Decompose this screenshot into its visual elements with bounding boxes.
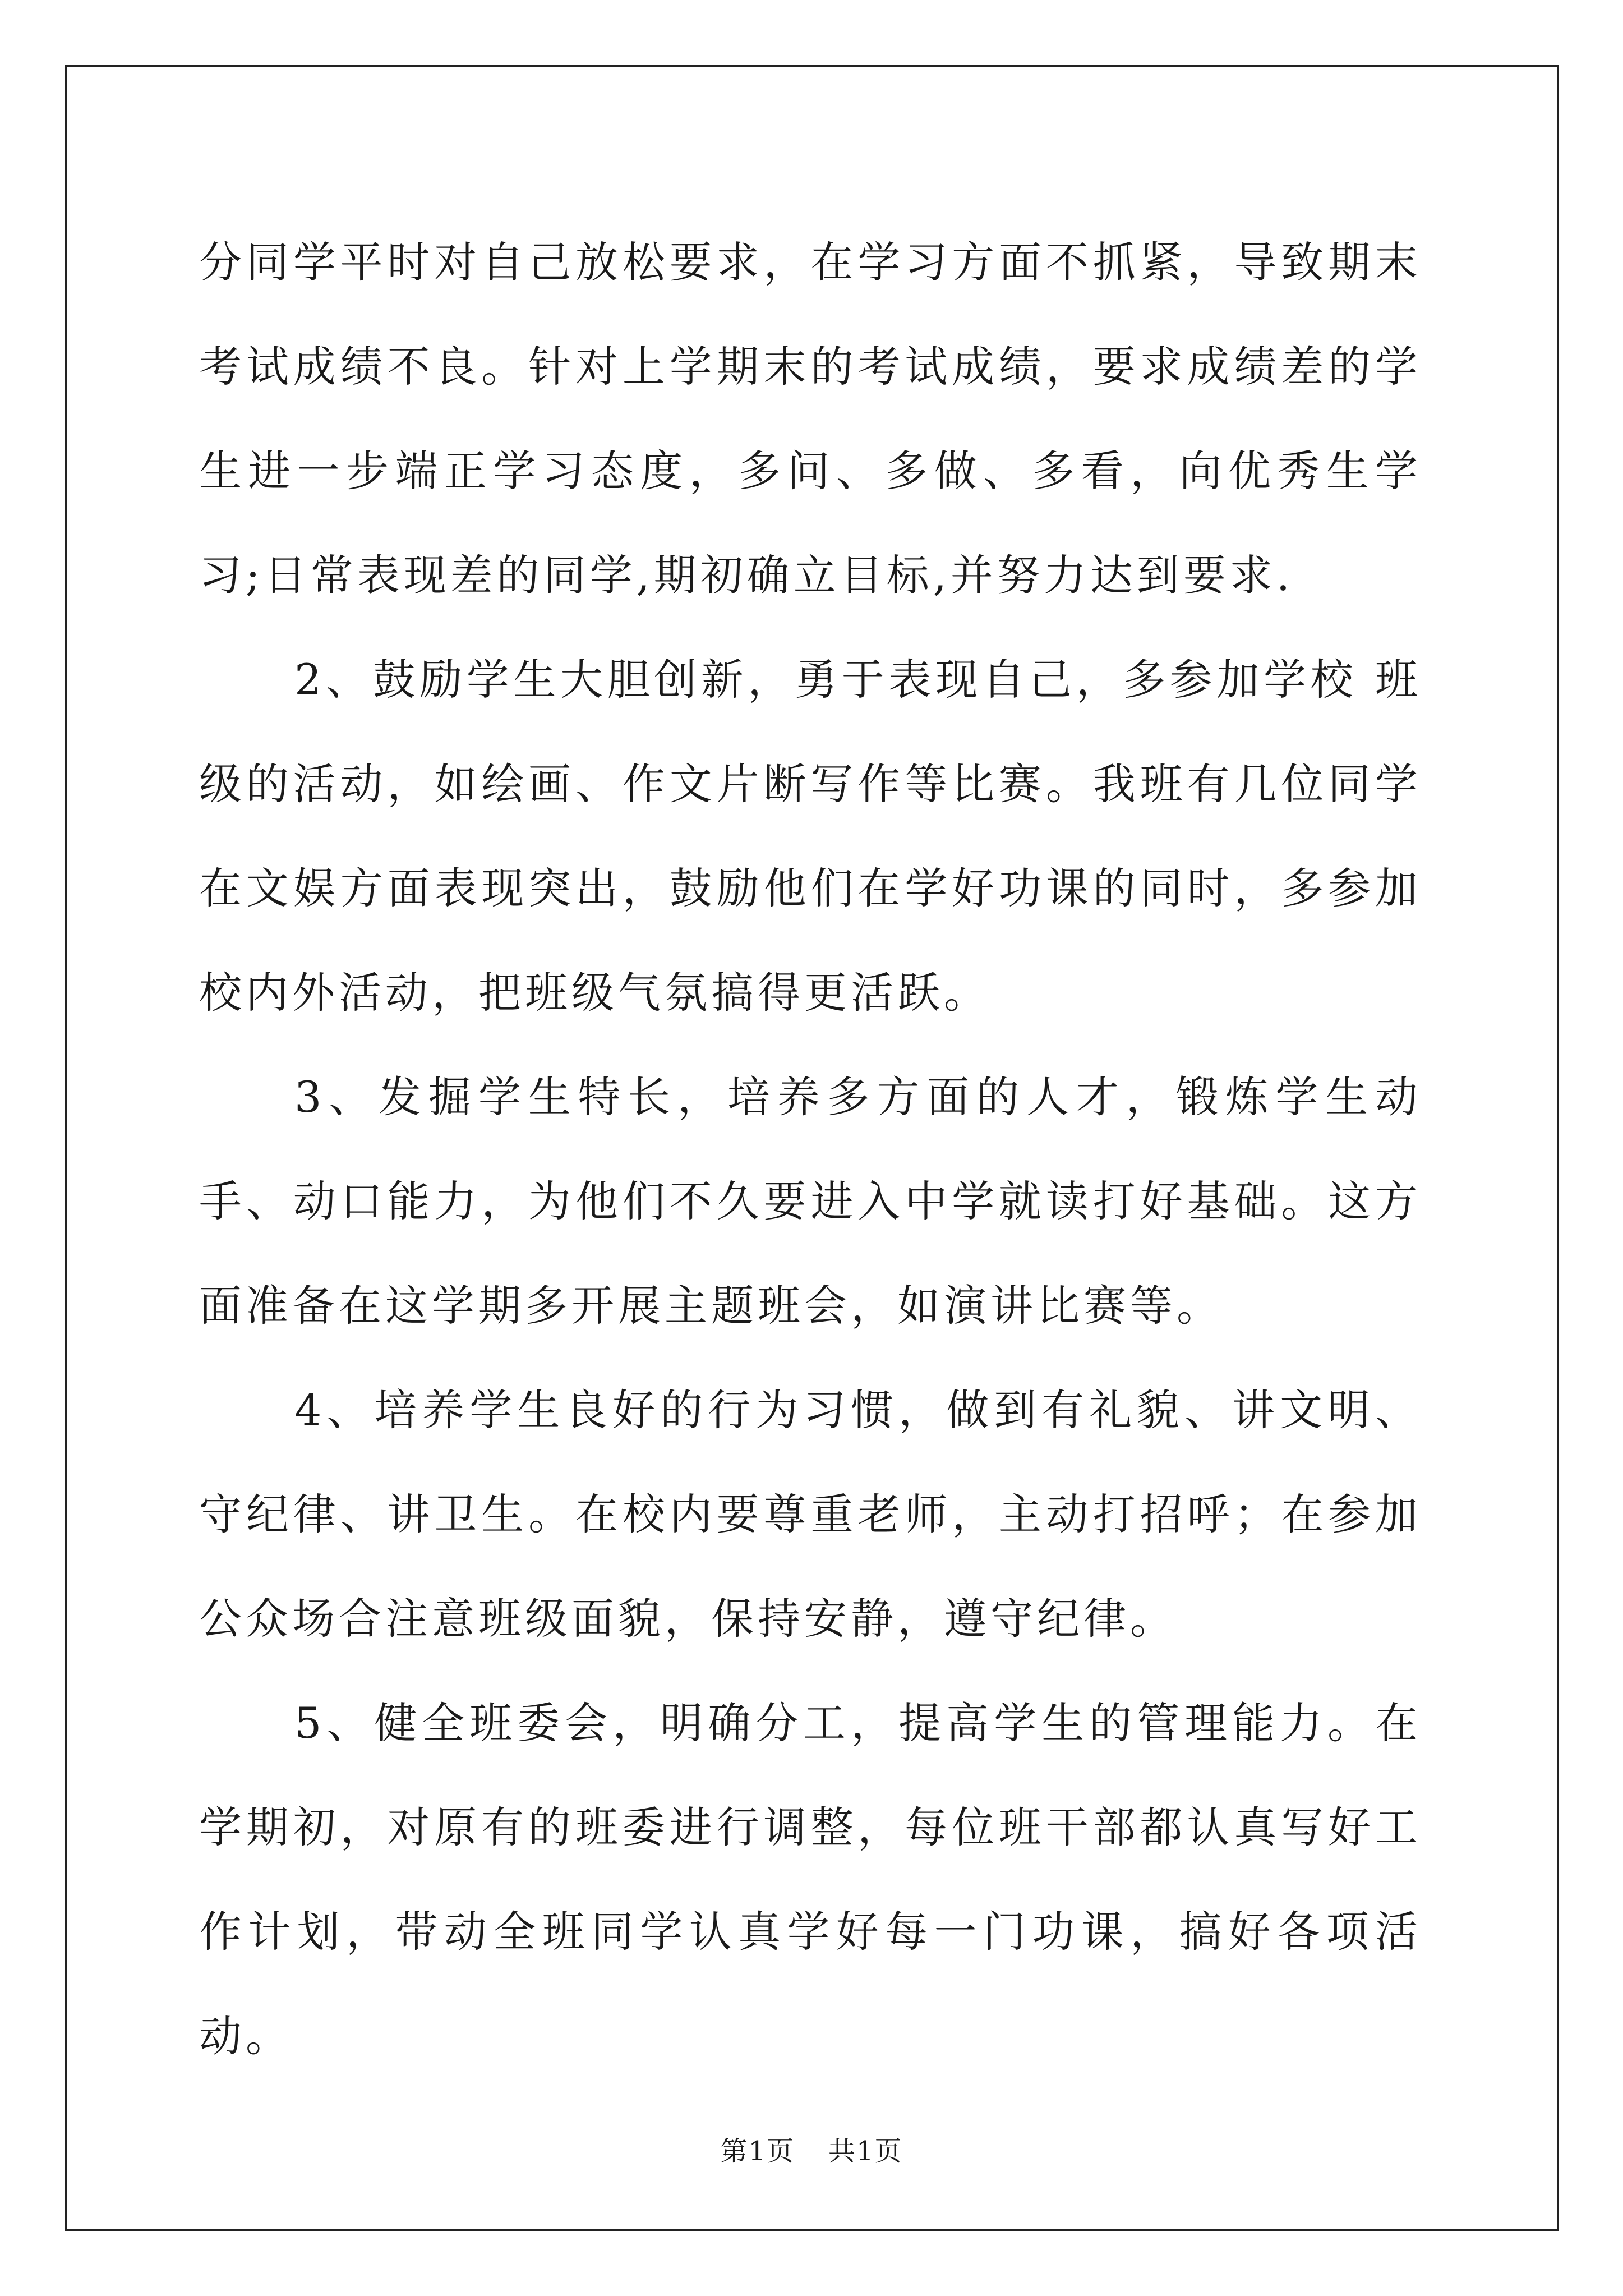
page-total: 共1页 — [828, 2136, 903, 2167]
paragraph-continuation: 分同学平时对自己放松要求，在学习方面不抓紧，导致期末考试成绩不良。针对上学期末的考试成绩，要求成绩差的学生进一步端正学习态度，多问、多做、多看，向优秀生学习;日常表现差的同学,期初确立目标,并努力达到要求. — [199, 237, 1422, 600]
page-footer — [0, 2134, 1623, 2168]
paragraph-item-5: 5、健全班委会，明确分工，提高学生的管理能力。在学期初，对原有的班委进行调整，每位班干部都认真写好工作计划，带动全班同学认真学好每一门功课，搞好各项活动。 — [199, 1698, 1422, 2061]
page-number: 第1页 — [720, 2136, 795, 2167]
paragraph-item-4: 4、培养学生良好的行为习惯，做到有礼貌、讲文明、守纪律、讲卫生。在校内要尊重老师，主动打招呼；在参加公众场合注意班级面貌，保持安静，遵守纪律。 — [199, 1385, 1422, 1644]
paragraph-item-3: 3、发掘学生特长，培养多方面的人才，锻炼学生动手、动口能力，为他们不久要进入中学就读打好基础。这方面准备在这学期多开展主题班会，如演讲比赛等。 — [199, 1072, 1422, 1331]
paragraph-item-2: 2、鼓励学生大胆创新，勇于表现自己，多参加学校 班级的活动，如绘画、作文片断写作等比赛。我班有几位同学在文娱方面表现突出，鼓励他们在学好功课的同时，多参加校内外活动，把班级气氛搞得更活跃。 — [199, 655, 1422, 1018]
document-body — [199, 210, 1422, 2088]
